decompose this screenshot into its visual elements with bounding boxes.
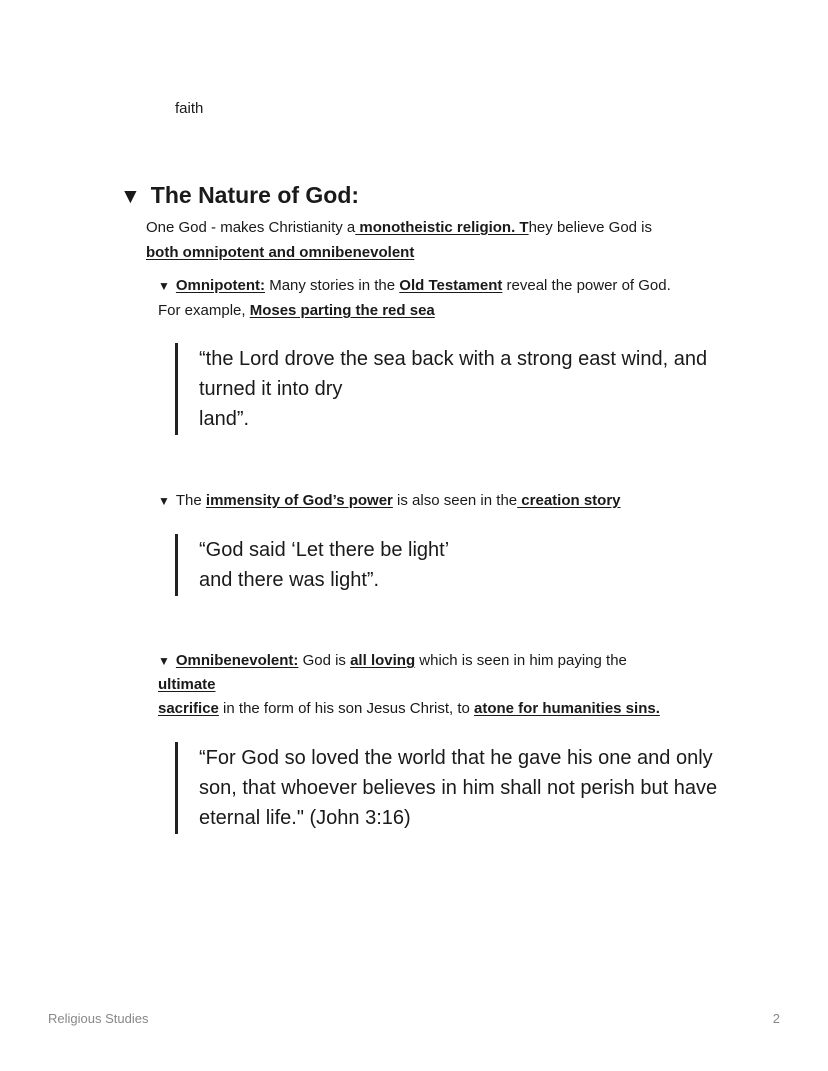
quote-1: “the Lord drove the sea back with a strong east wind, and turned it into dry land”. bbox=[199, 348, 708, 430]
quote-bar bbox=[175, 742, 178, 834]
intro-line-1: One God - makes Christianity a monotheistic religion. They believe God is bbox=[146, 219, 652, 236]
term-old-testament: Old Testament bbox=[399, 277, 503, 294]
heading-text: The Nature of God: bbox=[150, 182, 360, 208]
page-number: 2 bbox=[772, 1011, 780, 1026]
section-heading bbox=[120, 181, 359, 211]
intro-line-2 bbox=[146, 243, 414, 263]
quote-3: “For God so loved the world that he gave his one and only son, that whoever believes in him shall not perish but have eternal life." (John 3:16) bbox=[199, 747, 718, 829]
term-moses: Moses parting the red sea bbox=[249, 302, 435, 319]
omnipotent-line-2: For example, Moses parting the red sea bbox=[158, 302, 435, 319]
term-immensity: immensity of God’s power bbox=[205, 492, 393, 509]
omnibenevolent-line-3: sacrifice in the form of his son Jesus Christ, to atone for humanities sins. bbox=[158, 700, 660, 717]
term-creation-story: creation story bbox=[517, 492, 621, 509]
collapse-triangle-icon[interactable]: ▼ bbox=[158, 654, 170, 668]
omnibenevolent-line-1: ▼ Omnibenevolent: God is all loving which is seen in him paying the bbox=[158, 652, 627, 669]
quote-bar bbox=[175, 343, 178, 435]
term-atone: atone for humanities sins. bbox=[474, 700, 660, 717]
term-omnipotent: Omnipotent: bbox=[175, 277, 266, 294]
omnibenevolent-line-2 bbox=[158, 675, 216, 695]
term-monotheistic: monotheistic religion. T bbox=[355, 219, 529, 236]
term-omnipotent-omnibenevolent: both omnipotent and omnibenevolent bbox=[146, 244, 415, 261]
collapse-triangle-icon[interactable]: ▼ bbox=[158, 494, 170, 508]
collapse-triangle-icon[interactable]: ▼ bbox=[120, 185, 141, 208]
collapse-triangle-icon[interactable]: ▼ bbox=[158, 279, 170, 293]
quote-bar bbox=[175, 534, 178, 596]
term-omnibenevolent: Omnibenevolent: bbox=[175, 652, 299, 669]
term-sacrifice: sacrifice bbox=[158, 700, 219, 717]
term-ultimate: ultimate bbox=[158, 676, 216, 693]
footer-title: Religious Studies bbox=[48, 1011, 149, 1026]
term-all-loving: all loving bbox=[350, 652, 416, 669]
omnipotent-line-1: ▼ Omnipotent: Many stories in the Old Testament reveal the power of God. bbox=[158, 277, 671, 294]
top-word: faith bbox=[175, 100, 204, 117]
quote-2: “God said ‘Let there be light’ and there was light”. bbox=[199, 539, 450, 591]
immensity-line: ▼ The immensity of God’s power is also seen in the creation story bbox=[158, 492, 621, 509]
